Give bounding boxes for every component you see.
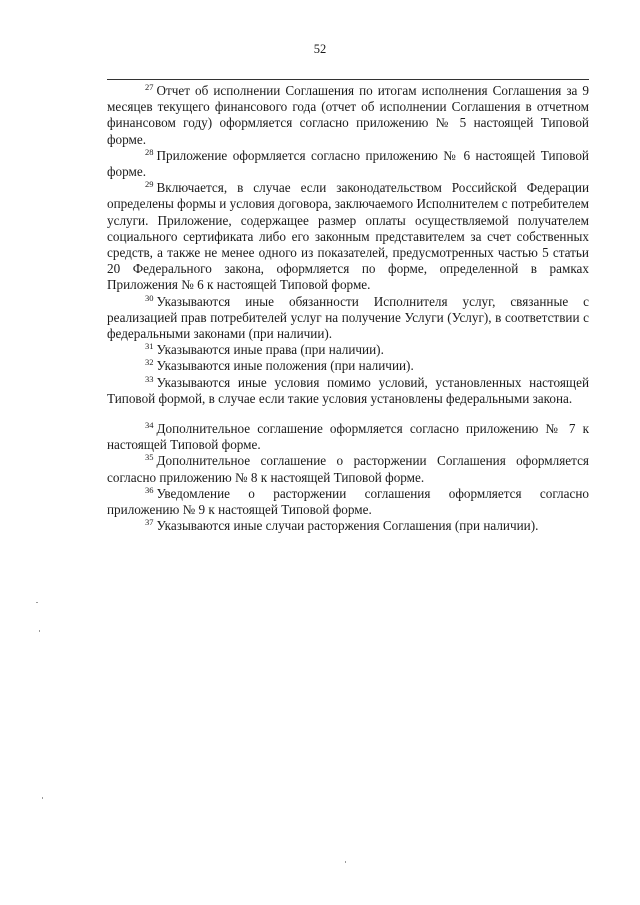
footnote-31 bbox=[107, 342, 589, 358]
footnote-text: Указываются иные условия помимо условий, установленных настоящей Типовой формой, в случае если такие условия установлены федеральными закона. bbox=[107, 374, 589, 406]
footnote-text: Дополнительное соглашение о расторжении Соглашения оформляется согласно приложению № 8 к настоящей Типовой форме. bbox=[107, 453, 589, 485]
footnote-marker: 36 bbox=[145, 484, 154, 495]
footnote-text: Дополнительное соглашение оформляется согласно приложению № 7 к настоящей Типовой форме. bbox=[107, 421, 589, 453]
footnote-marker: 27 bbox=[145, 82, 154, 92]
footnote-marker: 29 bbox=[145, 179, 154, 190]
footnote-marker: 33 bbox=[145, 373, 154, 384]
footnote-text: Уведомление о расторжении соглашения оформляется согласно приложению № 9 к настоящей Типовой форме. bbox=[107, 485, 589, 518]
footnote-37 bbox=[107, 518, 589, 534]
footnote-separator bbox=[107, 79, 589, 80]
footnote-marker: 34 bbox=[145, 420, 154, 431]
footnote-32 bbox=[107, 358, 589, 374]
footnote-text: Включается, в случае если законодательством Российской Федерации определены формы и условия договора, заключаемого Исполнителем с потребителем услуги. Приложение, содержащее размер оплаты осуществляемой получателем социального сертификата либо его законным представителем за счет собственных средств, а также не менее одного из показателей, предусмотренных частью 5 статьи 20 Федерального закона, оформляется по форме, определенной в рамках Приложения № 6 к настоящей Типовой форме. bbox=[107, 180, 589, 293]
footnote-marker: 31 bbox=[145, 341, 154, 352]
footnote-30 bbox=[107, 294, 589, 343]
scan-speck bbox=[42, 797, 43, 799]
page-number: 52 bbox=[313, 42, 327, 56]
footnote-marker: 35 bbox=[145, 452, 154, 463]
scan-speck bbox=[36, 602, 38, 603]
footnote-text: Указываются иные обязанности Исполнителя услуг, связанные с реализацией прав потребителей услуг на получение Услуги (Услуг), в соответствии с федеральными законами (при наличии). bbox=[107, 293, 589, 342]
footnote-text: Указываются иные права (при наличии). bbox=[156, 342, 384, 358]
footnote-text: Отчет об исполнении Соглашения по итогам исполнения Соглашения за 9 месяцев текущего финансового года (отчет об исполнении Соглашения в отчетном финансовом году) оформляется согласно приложению № 5 настоящей Типовой форме. bbox=[107, 83, 589, 147]
footnotes-section bbox=[107, 83, 589, 534]
footnote-text: Указываются иные положения (при наличии). bbox=[156, 358, 414, 374]
footnote-marker: 37 bbox=[145, 517, 154, 528]
footnote-35 bbox=[107, 453, 589, 485]
footnote-text: Приложение оформляется согласно приложению № 6 настоящей Типовой форме. bbox=[107, 147, 589, 180]
footnote-34 bbox=[107, 421, 589, 453]
footnote-36 bbox=[107, 486, 589, 518]
footnote-27 bbox=[107, 83, 589, 148]
footnote-33 bbox=[107, 375, 589, 407]
footnote-28 bbox=[107, 148, 589, 180]
footnote-marker: 32 bbox=[145, 357, 154, 368]
scan-speck bbox=[345, 861, 346, 863]
footnote-29 bbox=[107, 180, 589, 293]
footnote-text: Указываются иные случаи расторжения Соглашения (при наличии). bbox=[156, 518, 539, 534]
footnote-marker: 30 bbox=[145, 292, 154, 303]
scan-speck bbox=[39, 630, 40, 632]
footnote-marker: 28 bbox=[145, 146, 154, 157]
